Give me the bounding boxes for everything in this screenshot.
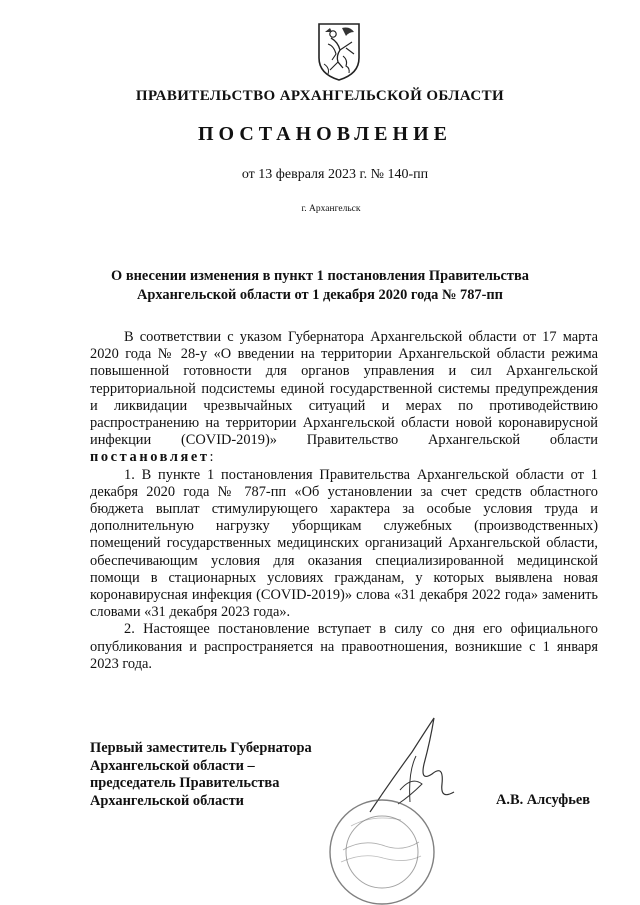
document-date-number: от 13 февраля 2023 г. № 140-пп [241,167,429,182]
document-type: ПОСТАНОВЛЕНИЕ [198,123,452,145]
item-2-paragraph: 2. Настоящее постановление вступает в силу со дня его официального опубликования и распространяется на правоотношения, возникшие с 1 января 2023 года. [90,621,598,672]
document-title-line: О внесении изменения в пункт 1 постановления Правительства [111,268,529,284]
document-city: г. Архангельск [301,204,361,214]
document-title [90,267,550,305]
signatory-position-line: Архангельской области [90,792,244,809]
preamble-text: В соответствии с указом Губернатора Архангельской области от 17 марта 2020 года № 28-у «О введении на территории Архангельской области режима повышенной готовности для органов управления и сил Архангельской территориальной подсистемы единой государственной системы предупреждения и ликвидации чрезвычайных ситуаций и мерах по противодействию распространению на территории Архангельской области новой коронавирусной инфекции (COVID-2019)» Правительство Архангельской области [90,329,598,449]
coat-of-arms-icon [316,20,362,82]
resolves-word: постановляет [90,449,210,466]
seal-stamp [323,790,441,905]
item-1-paragraph: 1. В пункте 1 постановления Правительства Архангельской области от 1 декабря 2020 года № 787-пп «Об установлении за счет средств областного бюджета выплат стимулирующего характера за особые условия труда и дополнительную нагрузку уборщикам служебных (производственных) помещений государственных медицинских организаций Архангельской области, обеспечивающим условия для оказания специализированной медицинской помощи в стационарных условиях гражданам, у которых выявлена новая коронавирусная инфекция (COVID-2019)» слова «31 декабря 2022 года» заменить словами «31 декабря 2023 года». [90,466,598,621]
government-name: ПРАВИТЕЛЬСТВО АРХАНГЕЛЬСКОЙ ОБЛАСТИ [135,88,505,104]
signatory-position-line: председатель Правительства [90,775,280,791]
signatory-position-line: Архангельской области – [90,757,255,774]
signatory-name: А.В. Алсуфьев [496,792,591,808]
signatory-position-line: Первый заместитель Губернатора [90,740,312,756]
document-title-line: Архангельской области от 1 декабря 2020 года № 787-пп [137,287,503,303]
signatory-position [90,740,312,810]
document-body [90,329,598,673]
preamble-paragraph: В соответствии с указом Губернатора Архангельской области от 17 марта 2020 года № 28-у «О введении на территории Архангельской области режима повышенной готовности для органов управления и сил Архангельской территориальной подсистемы единой государственной системы предупреждения и ликвидации чрезвычайных ситуаций и мерах по противодействию распространению на территории Архангельской области новой коронавирусной инфекции (COVID-2019)» Правительство Архангельской области постановляет: [90,329,598,466]
